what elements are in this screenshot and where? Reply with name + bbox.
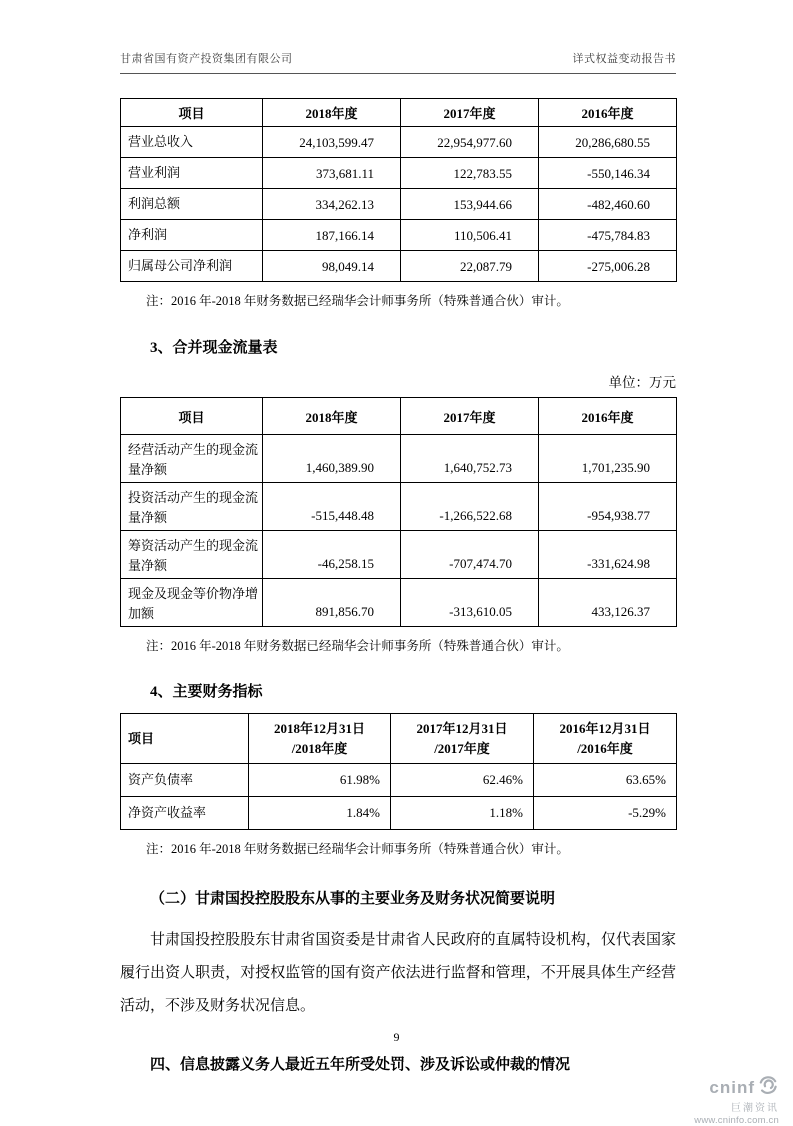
header-line2: /2018年度	[291, 740, 348, 756]
header-cell-2017	[391, 714, 534, 764]
section-title-indicators: 4、主要财务指标	[150, 684, 263, 700]
row-label: 筹资活动产生的现金流量净额	[121, 531, 263, 579]
cell-value: 22,954,977.60	[401, 127, 539, 158]
cell-value: -515,448.48	[263, 483, 401, 531]
header-line2: /2017年度	[434, 740, 490, 756]
cashflow-table	[120, 397, 677, 627]
audit-note: 注：2016 年-2018 年财务数据已经瑞华会计师事务所（特殊普通合伙）审计。	[146, 294, 569, 308]
cell-value: 1,460,389.90	[263, 435, 401, 483]
table-row	[121, 127, 677, 158]
header-line1: 2017年12月31日	[416, 720, 508, 736]
cell-value: -275,006.28	[539, 251, 677, 282]
row-label: 投资活动产生的现金流量净额	[121, 483, 263, 531]
table-header-row	[121, 99, 677, 127]
cell-value: 891,856.70	[263, 579, 401, 627]
table-row	[121, 435, 677, 483]
cell-value: -1,266,522.68	[401, 483, 539, 531]
section-title-cashflow: 3、合并现金流量表	[150, 340, 278, 356]
header-cell-item: 项目	[121, 398, 263, 435]
table-row	[121, 220, 677, 251]
row-label: 净资产收益率	[121, 797, 249, 830]
table-row	[121, 764, 677, 797]
table-row	[121, 797, 677, 830]
watermark-name: 巨潮资讯	[731, 1103, 779, 1114]
header-line2: /2016年度	[577, 740, 633, 756]
header-cell-2018	[249, 714, 391, 764]
cell-value: 373,681.11	[263, 158, 401, 189]
page-number: 9	[393, 1030, 400, 1044]
cell-value: 153,944.66	[401, 189, 539, 220]
cell-value: 24,103,599.47	[263, 127, 401, 158]
watermark-brand-text: cninf	[709, 1077, 755, 1097]
header-cell-2016: 2016年度	[539, 99, 677, 127]
table-row	[121, 483, 677, 531]
cell-value: 1.18%	[391, 797, 534, 830]
watermark-brand-row	[663, 1074, 779, 1101]
cell-value: -707,474.70	[401, 531, 539, 579]
income-statement-table	[120, 98, 677, 282]
row-label: 资产负债率	[121, 764, 249, 797]
cell-value: 20,286,680.55	[539, 127, 677, 158]
row-label: 归属母公司净利润	[121, 251, 263, 282]
header-line1: 2016年12月31日	[559, 720, 651, 736]
cell-value: -482,460.60	[539, 189, 677, 220]
cell-value: -475,784.83	[539, 220, 677, 251]
row-label: 营业利润	[121, 158, 263, 189]
cell-value: 122,783.55	[401, 158, 539, 189]
table-row	[121, 531, 677, 579]
cell-value: -550,146.34	[539, 158, 677, 189]
row-label: 现金及现金等价物净增加额	[121, 579, 263, 627]
cell-value: 1,701,235.90	[539, 435, 677, 483]
table-row	[121, 251, 677, 282]
table-row	[121, 189, 677, 220]
page-header	[120, 50, 676, 74]
cell-value: 62.46%	[391, 764, 534, 797]
unit-label: 单位：万元	[608, 375, 676, 390]
cell-value: -331,624.98	[539, 531, 677, 579]
row-label: 利润总额	[121, 189, 263, 220]
audit-note: 注：2016 年-2018 年财务数据已经瑞华会计师事务所（特殊普通合伙）审计。	[146, 639, 569, 653]
cell-value: 433,126.37	[539, 579, 677, 627]
table-row	[121, 579, 677, 627]
header-company-name: 甘肃省国有资产投资集团有限公司	[120, 53, 293, 65]
header-line1: 2018年12月31日	[273, 720, 365, 736]
cell-value: 1.84%	[249, 797, 391, 830]
cell-value: 1,640,752.73	[401, 435, 539, 483]
cell-value: 98,049.14	[263, 251, 401, 282]
header-cell-2018: 2018年度	[263, 398, 401, 435]
header-cell-item: 项目	[121, 714, 249, 764]
cell-value: 22,087.79	[401, 251, 539, 282]
header-cell-2017: 2017年度	[401, 398, 539, 435]
cell-value: -46,258.15	[263, 531, 401, 579]
cell-value: 187,166.14	[263, 220, 401, 251]
table-row	[121, 158, 677, 189]
row-label: 净利润	[121, 220, 263, 251]
cell-value: 110,506.41	[401, 220, 539, 251]
header-cell-2016: 2016年度	[539, 398, 677, 435]
header-cell-item: 项目	[121, 99, 263, 127]
table-header-row	[121, 714, 677, 764]
row-label: 经营活动产生的现金流量净额	[121, 435, 263, 483]
cninfo-swirl-logo-icon	[757, 1074, 779, 1101]
cell-value: 334,262.13	[263, 189, 401, 220]
header-cell-2016	[534, 714, 677, 764]
section-title-penalty: 四、信息披露义务人最近五年所受处罚、涉及诉讼或仲裁的情况	[150, 1057, 571, 1073]
cninfo-watermark	[663, 1074, 779, 1126]
row-label: 营业总收入	[121, 127, 263, 158]
watermark-url: www.cninfo.com.cn	[694, 1115, 779, 1126]
indicators-table	[120, 713, 677, 830]
header-doc-title: 详式权益变动报告书	[572, 53, 676, 65]
cell-value: -313,610.05	[401, 579, 539, 627]
business-paragraph: 甘肃国投控股股东甘肃省国资委是甘肃省人民政府的直属特设机构，仅代表国家履行出资人职责，对授权监管的国有资产依法进行监督和管理，不开展具体生产经营活动，不涉及财务状况信息。	[120, 932, 676, 1014]
cell-value: 63.65%	[534, 764, 677, 797]
audit-note: 注：2016 年-2018 年财务数据已经瑞华会计师事务所（特殊普通合伙）审计。	[146, 842, 569, 856]
header-cell-2017: 2017年度	[401, 99, 539, 127]
cell-value: -5.29%	[534, 797, 677, 830]
header-cell-2018: 2018年度	[263, 99, 401, 127]
cell-value: -954,938.77	[539, 483, 677, 531]
section-title-business: （二）甘肃国投控股股东从事的主要业务及财务状况简要说明	[150, 891, 556, 907]
cell-value: 61.98%	[249, 764, 391, 797]
table-header-row	[121, 398, 677, 435]
